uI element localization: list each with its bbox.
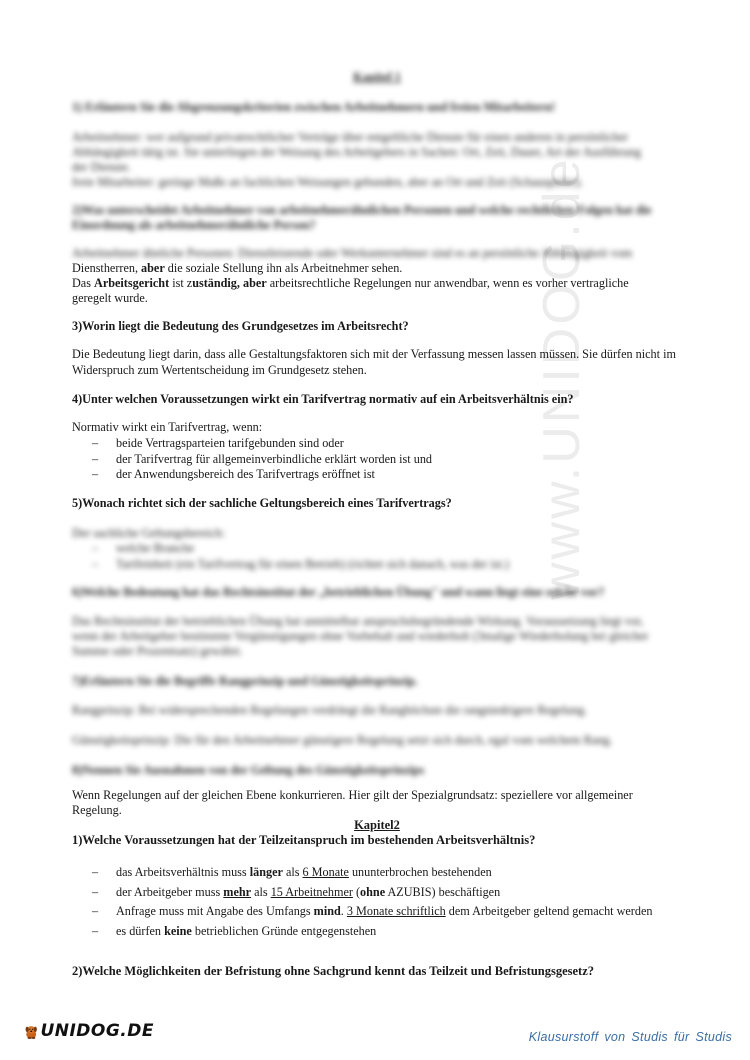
question-8: 8)Nennen Sie Ausnahmen von der Geltung des Günstigkeitsprinzips [72, 763, 425, 777]
text: ( [352, 884, 361, 899]
tagline-word: Studis [631, 1030, 668, 1044]
tagline-word: für [673, 1030, 690, 1044]
emphasis: uständig, aber [192, 276, 267, 290]
text: Das [72, 276, 95, 290]
tagline-word: Klausurstoff [528, 1030, 599, 1044]
chapter1-title: Kapitel 1 [353, 70, 401, 84]
question-2-line-2: Einordnung als arbeitnehmerähnliche Person? [72, 218, 316, 232]
answer-8-line-2: Regelung. [72, 803, 122, 817]
answer-2-line-2 [72, 261, 682, 277]
answer-2-line-4: geregelt wurde. [72, 291, 148, 305]
answer-6-line-1: Das Rechtsinstitut der betrieblichen Übung hat unmittelbar anspruchsbegründende Wirkung. Voraussetzung liegt vor, [72, 614, 644, 628]
answer-5-list [72, 541, 682, 572]
answer-1-line-2: Abhängigkeit tätig ist. Sie unterliegen der Weisung des Arbeitgebers in Sachen: Ort, Zeit, Dauer, Art der Ausführung [72, 145, 641, 159]
question-5: 5)Wonach richtet sich der sachliche Geltungsbereich eines Tarifvertrags? [72, 496, 452, 510]
list-item: – Tarifeinheit (ein Tarifvertrag für einen Betrieb) (richtet sich danach, was der ist.) [72, 557, 682, 573]
text: betrieblichen Gründe entgegenstehen [191, 923, 377, 938]
answer-1-line-3: der Dienste. [72, 160, 131, 174]
chapter2-title: Kapitel2 [354, 818, 400, 832]
text: die soziale Stellung ihn als Arbeitnehmer sehen. [164, 261, 403, 275]
question-3: 3)Worin liegt die Bedeutung des Grundgesetzes im Arbeitsrecht? [72, 319, 409, 333]
logo-text: UNIDOG.DE [40, 1021, 154, 1042]
answer-8-line-1: Wenn Regelungen auf der gleichen Ebene konkurrieren. Hier gilt der Spezialgrundsatz: speziellere vor allgemeiner [72, 788, 633, 802]
text: arbeitsrechtliche Regelungen nur anwendbar, wenn es vorher vertragliche [266, 276, 629, 290]
tagline-word: Studis [695, 1030, 732, 1044]
question-4: 4)Unter welchen Voraussetzungen wirkt ein Tarifvertrag normativ auf ein Arbeitsverhältnis ein? [72, 392, 574, 406]
chapter2-question-2: 2)Welche Möglichkeiten der Befristung ohne Sachgrund kennt das Teilzeit und Befristungsgesetz? [72, 964, 595, 978]
list-item [72, 863, 682, 883]
text: AZUBIS) beschäftigen [385, 884, 501, 899]
chapter2-question-1: 1)Welche Voraussetzungen hat der Teilzeitanspruch im bestehenden Arbeitsverhältnis? [72, 833, 536, 847]
answer-4-list [72, 436, 682, 483]
tagline-word: von [604, 1030, 626, 1044]
text: als [251, 884, 271, 899]
list-item [72, 883, 682, 903]
text: dem Arbeitgeber geltend gemacht werden [445, 904, 653, 918]
answer-1-line-4: freie Mitarbeiter: geringe Maße an fachlichen Weisungen gebunden, aber an Ort und Zeit (Schauspieler). [72, 175, 583, 189]
text: als [282, 865, 303, 879]
emphasis: ohne [360, 884, 386, 899]
text: es dürfen [116, 923, 165, 938]
answer-5: Der sachliche Geltungsbereich: [72, 526, 225, 540]
underlined-text: 15 Arbeitnehmer [270, 884, 353, 899]
text: der Arbeitgeber muss [116, 884, 224, 899]
underlined-text: 3 Monate schriftlich [346, 904, 446, 918]
question-6: 6)Welche Bedeutung hat das Rechtsinstitut der „betrieblichen Übung" und wann liegt eine solche vor? [72, 585, 605, 599]
text: ist z [169, 276, 193, 290]
answer-7-line-1: Rangprinzip: Bei widersprechenden Regelungen verdrängt die Ranghöchste die rangniedrigere Regelung. [72, 703, 588, 717]
question-7: 7)Erläutern Sie die Begriffe Rangprinzip und Günstigkeitsprinzip. [72, 674, 418, 688]
emphasis: aber [141, 261, 165, 275]
chapter2-answer-1-list [72, 863, 682, 941]
text: . [340, 904, 347, 918]
answer-2-line-3 [72, 276, 682, 292]
footer-tagline [529, 1030, 732, 1046]
answer-2-line-1: Arbeitnehmer ähnliche Personen: Dienstleistende oder Werkunternehmer sind es an persönliche Abhängigkeit vom [72, 246, 633, 260]
text: das Arbeitsverhältnis muss [116, 865, 250, 879]
text: Anfrage muss mit Angabe des Umfangs [116, 904, 314, 918]
list-item [72, 902, 682, 922]
text: ununterbrochen bestehenden [348, 865, 492, 879]
emphasis: keine [164, 923, 192, 938]
answer-6-line-2: wenn der Arbeitgeber bestimmte Vergünstigungen ohne Vorbehalt und wiederholt (3malige Wiederholung bei gleicher [72, 629, 649, 643]
text: Dienstherren, [72, 261, 142, 275]
watermark: www.UNIDOG.de [533, 156, 591, 600]
dog-mascot-icon [24, 1015, 38, 1049]
list-item: – beide Vertragsparteien tarifgebunden sind oder [72, 436, 682, 452]
answer-6-line-3: Summe oder Prozentsatz) gewährt. [72, 644, 243, 658]
unidog-logo[interactable] [24, 1012, 154, 1052]
answer-1-line-1: Arbeitnehmer: wer aufgrund privatrechtlicher Verträge über entgeltliche Dienste für einen anderen in persönlicher [72, 130, 629, 144]
emphasis: mind [313, 904, 341, 918]
answer-3: Die Bedeutung liegt darin, dass alle Gestaltungsfaktoren sich mit der Verfassung messen lassen müssen. Sie dürfen nicht im Widerspruch zum Wertentscheidung im Grundgesetz stehen. [72, 347, 676, 377]
list-item: – welche Branche [72, 541, 682, 557]
underlined-text: 6 Monate [302, 865, 349, 879]
list-item [72, 922, 682, 942]
question-2-line-1: 2)Was unterscheidet Arbeitnehmer von arbeitnehmerähnlichen Personen und welche rechtlichen Folgen hat die [72, 203, 652, 217]
emphasis: Arbeitsgericht [94, 276, 170, 290]
answer-7-line-2: Günstigkeitsprinzip: Die für den Arbeitnehmer günstigere Regelung setzt sich durch, egal vom welchem Rang. [72, 733, 613, 747]
answer-4-intro: Normativ wirkt ein Tarifvertrag, wenn: [72, 420, 263, 434]
emphasis: länger [249, 865, 283, 879]
list-item: – der Tarifvertrag für allgemeinverbindliche erklärt worden ist und [72, 452, 682, 468]
emphasis: mehr [223, 884, 252, 899]
list-item: – der Anwendungsbereich des Tarifvertrags eröffnet ist [72, 467, 682, 483]
question-1: 1) Erläutern Sie die Abgrenzungskriterien zwischen Arbeitnehmern und freien Mitarbeitern! [72, 100, 556, 114]
